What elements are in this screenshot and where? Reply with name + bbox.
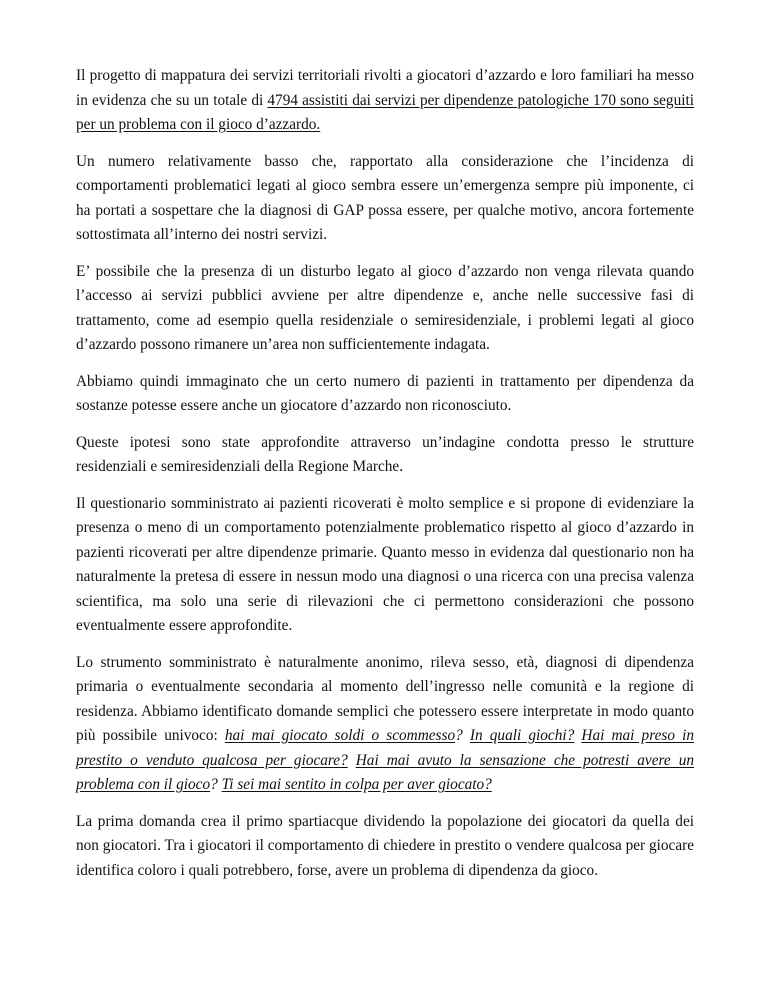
statistic-underlined: 4794 assistiti dai servizi per dipendenze patologiche 170 sono seguiti per un problema con il gioco d’azzardo. [76, 91, 694, 133]
document-page [76, 64, 694, 895]
question-2: In quali giochi? [469, 727, 575, 744]
paragraph-7 [76, 651, 694, 798]
question-5: Ti sei mai sentito in colpa per aver giocato? [221, 776, 492, 793]
question-3: Hai mai preso in prestito o venduto qualcosa per giocare? [76, 727, 694, 769]
paragraph-6: Il questionario somministrato ai pazienti ricoverati è molto semplice e si propone di evidenziare la presenza o meno di un comportamento potenzialmente problematico rispetto al gioco d’azzardo in pazienti ricoverati per altre dipendenze primarie. Quanto messo in evidenza dal questionario non ha naturalmente la pretesa di essere in nessun modo una diagnosi o una ricerca con una precisa valenza scientifica, ma solo una serie di rilevazioni che ci permettono considerazioni che possono eventualmente essere approfondite. [76, 494, 694, 634]
paragraph-8: La prima domanda crea il primo spartiacque dividendo la popolazione dei giocatori da quella dei non giocatori. Tra i giocatori il comportamento di chiedere in prestito o vendere qualcosa per giocare identifica coloro i quali potrebbero, forse, avere un problema di dipendenza da gioco. [76, 812, 694, 879]
paragraph-4: Abbiamo quindi immaginato che un certo numero di pazienti in trattamento per dipendenza da sostanze potesse essere anche un giocatore d’azzardo non riconosciuto. [76, 372, 694, 414]
question-4-mark: ? [210, 776, 218, 793]
paragraph-5: Queste ipotesi sono state approfondite attraverso un’indagine condotta presso le strutture residenziali e semiresidenziali della Regione Marche. [76, 433, 694, 475]
paragraph-1 [76, 64, 694, 138]
paragraph-2: Un numero relativamente basso che, rapportato alla considerazione che l’incidenza di comportamenti problematici legati al gioco sembra essere un’emergenza sempre più imponente, ci ha portati a sospettare che la diagnosi di GAP possa essere, per qualche motivo, ancora fortemente sottostimata all’interno dei nostri servizi. [76, 152, 694, 243]
question-4: Hai mai avuto la sensazione che potresti avere un problema con il gioco [76, 751, 694, 793]
paragraph-1-text: Il progetto di mappatura dei servizi territoriali rivolti a giocatori d’azzardo e loro familiari ha messo in evidenza che su un totale di [76, 67, 694, 109]
question-1-mark: ? [455, 727, 463, 744]
paragraph-7-text: Lo strumento somministrato è naturalmente anonimo, rileva sesso, età, diagnosi di dipendenza primaria o eventualmente secondaria al momento dell’ingresso nelle comunità e la regione di residenza. Abbiamo identificato domande semplici che potessero essere interpretate in modo quanto più possibile univoco: [76, 653, 694, 744]
question-1: hai mai giocato soldi o scommesso [224, 727, 456, 744]
paragraph-3: E’ possibile che la presenza di un disturbo legato al gioco d’azzardo non venga rilevata quando l’accesso ai servizi pubblici avviene per altre dipendenze e, anche nelle successive fasi di trattamento, come ad esempio quella residenziale o semiresidenziale, i problemi legati al gioco d’azzardo possono rimanere un’area non sufficientemente indagata. [76, 262, 694, 353]
